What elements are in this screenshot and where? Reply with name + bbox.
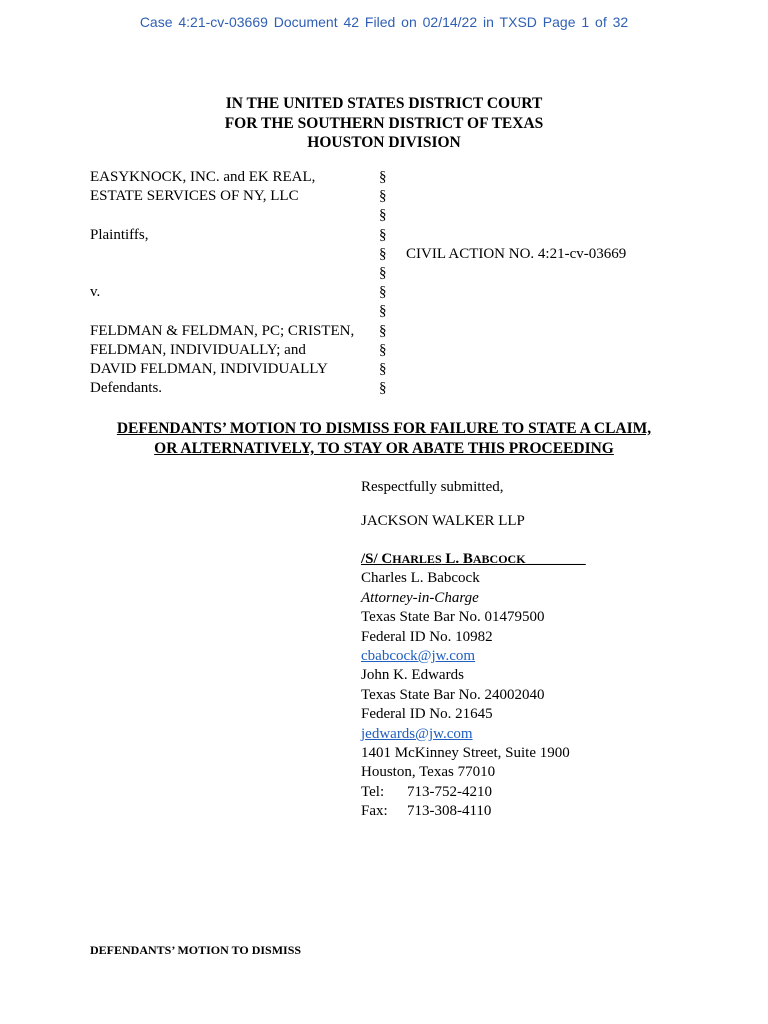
caption-line: Plaintiffs, (90, 226, 149, 243)
law-firm-name: JACKSON WALKER LLP (361, 513, 525, 529)
fax (361, 802, 586, 821)
state-bar-1: Texas State Bar No. 01479500 (361, 609, 545, 626)
section-symbol: § (379, 380, 387, 397)
telephone (361, 783, 586, 802)
section-symbol: § (379, 207, 387, 224)
respectfully-submitted: Respectfully submitted, (361, 479, 504, 495)
caption-line: FELDMAN, INDIVIDUALLY; and (90, 341, 306, 358)
caption-line: ESTATE SERVICES OF NY, LLC (90, 188, 299, 205)
electronic-signature: /S/ CHARLES L. BABCOCK________ (361, 551, 586, 567)
motion-title-line-2: OR ALTERNATIVELY, TO STAY OR ABATE THIS PROCEEDING (154, 440, 614, 457)
page-footer: DEFENDANTS’ MOTION TO DISMISS (90, 943, 302, 957)
section-symbol: § (379, 245, 387, 262)
attorney-name-2: John K. Edwards (361, 667, 464, 684)
court-line-2: FOR THE SOUTHERN DISTRICT OF TEXAS (224, 114, 544, 132)
state-bar-2: Texas State Bar No. 24002040 (361, 686, 545, 703)
caption-line: Defendants. (90, 380, 163, 397)
caption-line: FELDMAN & FELDMAN, PC; CRISTEN, (90, 322, 355, 339)
section-symbol: § (379, 188, 387, 205)
caption-line (90, 245, 354, 264)
section-symbol: § (379, 303, 387, 320)
caption-line (90, 206, 354, 225)
address-line-1: 1401 McKinney Street, Suite 1900 (361, 745, 570, 762)
section-symbol: § (379, 169, 387, 185)
court-heading (0, 94, 768, 153)
caption-line: DAVID FELDMAN, INDIVIDUALLY (90, 361, 328, 378)
section-symbol: § (379, 265, 387, 282)
caption-line: v. (90, 284, 101, 301)
section-symbol: § (379, 322, 387, 339)
court-line-1: IN THE UNITED STATES DISTRICT COURT (225, 95, 543, 112)
motion-title (0, 419, 768, 459)
section-symbol-column (379, 168, 387, 398)
attorney-role-1: Attorney-in-Charge (361, 589, 479, 606)
fax-label: Fax: (361, 803, 388, 820)
case-header-stamp: Case 4:21-cv-03669 Document 42 Filed on 02/14/22 in TXSD Page 1 of 32 (139, 14, 629, 30)
case-caption-parties (90, 168, 354, 398)
court-line-3: HOUSTON DIVISION (307, 134, 461, 151)
fax-number: 713-308-4110 (407, 803, 492, 820)
section-symbol: § (379, 226, 387, 243)
federal-id-2: Federal ID No. 21645 (361, 706, 493, 723)
attorney-name-1: Charles L. Babcock (361, 570, 480, 587)
email-link-2[interactable]: jedwards@jw.com (361, 725, 473, 742)
signature-block (361, 550, 586, 822)
section-symbol: § (379, 361, 387, 378)
caption-line: EASYKNOCK, INC. and EK REAL, (90, 169, 316, 185)
address-line-2: Houston, Texas 77010 (361, 764, 496, 781)
caption-line (90, 264, 354, 283)
telephone-number: 713-752-4210 (407, 783, 492, 800)
telephone-label: Tel: (361, 783, 385, 800)
section-symbol: § (379, 341, 387, 358)
civil-action-number: CIVIL ACTION NO. 4:21-cv-03669 (406, 246, 627, 262)
motion-title-line-1: DEFENDANTS’ MOTION TO DISMISS FOR FAILURE TO STATE A CLAIM, (116, 420, 652, 437)
caption-line (90, 302, 354, 321)
email-link-1[interactable]: cbabcock@jw.com (361, 648, 476, 665)
federal-id-1: Federal ID No. 10982 (361, 628, 493, 645)
section-symbol: § (379, 284, 387, 301)
